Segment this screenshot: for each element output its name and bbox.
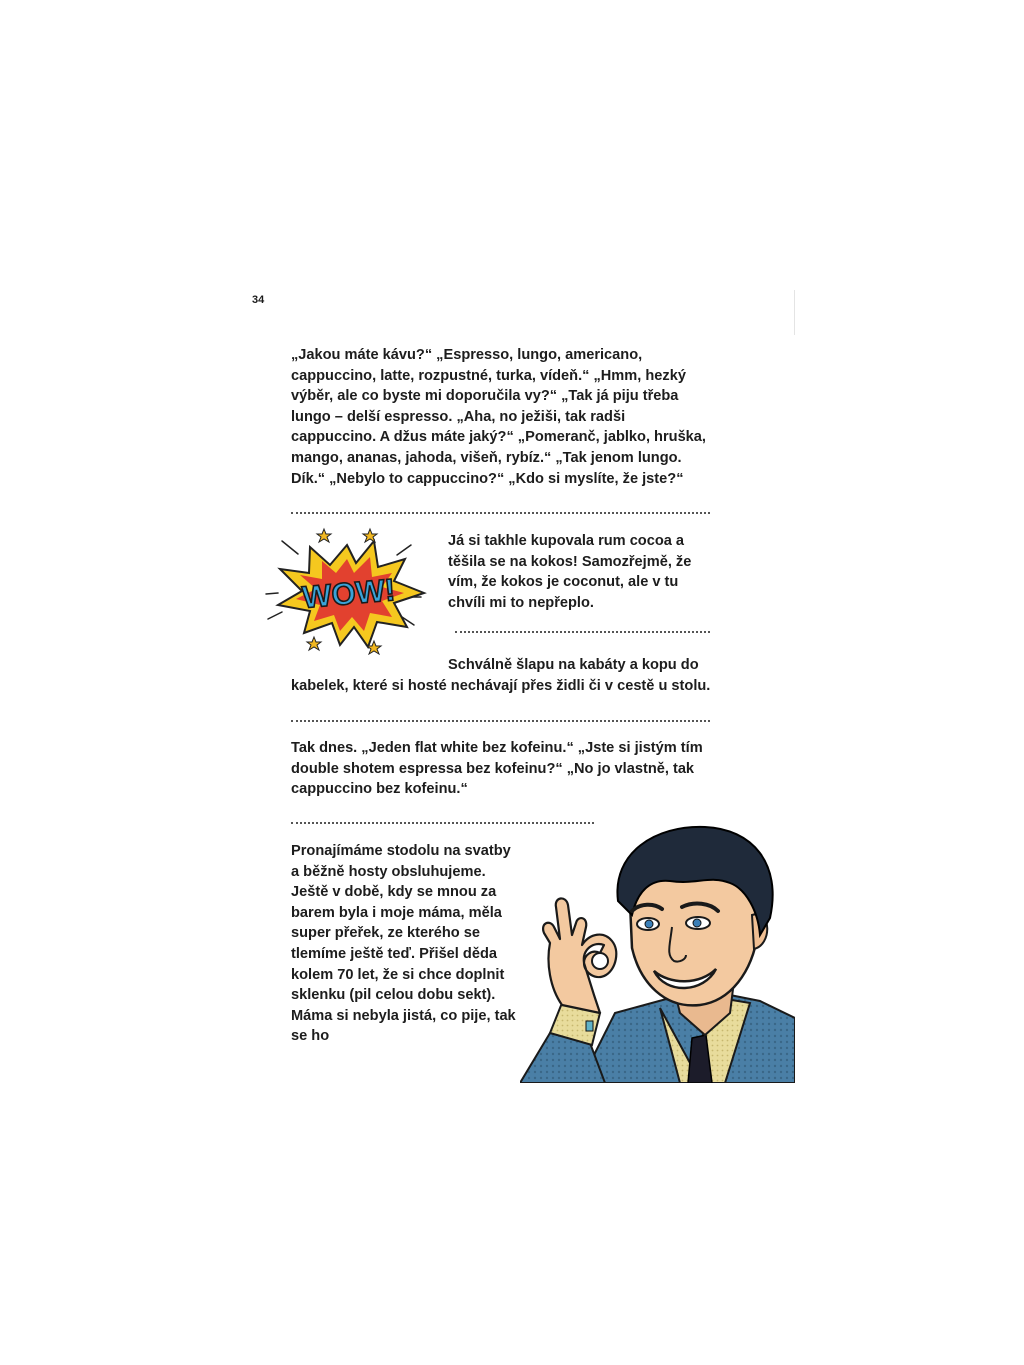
star-icon [363,529,377,542]
page-edge-line [794,290,795,335]
paragraph-barn-wedding: Pronajímáme stodolu na svatby a běžně hosty obsluhujeme. Ještě v době, kdy se mnou za barem byla i moje máma, měla super přeřek, ze kterého se tlemíme ještě teď. Přišel děda kolem 70 let, že si chce doplnit sklenku (pil celou dobu sekt). Máma si nebyla jistá, co pije, tak se ho [291,843,516,1045]
paragraph-coats-rest: kabelek, které si hosté nechávají přes židli či v cestě u stolu. [291,677,711,694]
cufflink [586,1021,593,1031]
dotted-divider [455,631,710,633]
ok-ring [592,953,608,969]
star-icon [307,637,321,650]
paragraph-coats [291,655,711,696]
wow-text: WOW! [300,572,397,615]
pupil-right [693,919,701,927]
wow-burst-illustration [264,527,430,655]
page-number: 34 [252,294,265,306]
paragraph-coffee-dialogue: „Jakou máte kávu?“ „Espresso, lungo, americano, cappuccino, latte, rozpustné, turka, vídeň.“ „Hmm, hezký výběr, ale co byste mi doporučila vy?“ „Tak já piju třeba lungo – delší espresso. „Aha, no ježiši, tak radši cappuccino. A džus máte jaký?“ „Pomeranč, jablko, hruška, mango, ananas, jahoda, višeň, rybíz.“ „Tak jenom lungo. Dík.“ „Nebylo to cappuccino?“ „Kdo si myslíte, že jste?“ [291,347,706,487]
star-icon [317,529,331,542]
paragraph-flat-white: Tak dnes. „Jeden flat white bez kofeinu.“ „Jste si jistým tím double shotem espressa bez kofeinu?“ „No jo vlastně, tak cappuccino bez kofeinu.“ [291,740,703,798]
paragraph-rum-cocoa: Já si takhle kupovala rum cocoa a těšila se na kokos! Samozřejmě, že vím, že kokos je coconut, ale v tu chvíli mi to nepřeplo. [448,533,692,611]
man-ok-gesture-illustration [520,823,795,1083]
paragraph-coats-line1: Schválně šlapu na kabáty a kopu do [448,657,699,673]
dotted-divider [291,720,710,722]
dotted-divider [291,512,710,514]
pupil-left [645,920,653,928]
